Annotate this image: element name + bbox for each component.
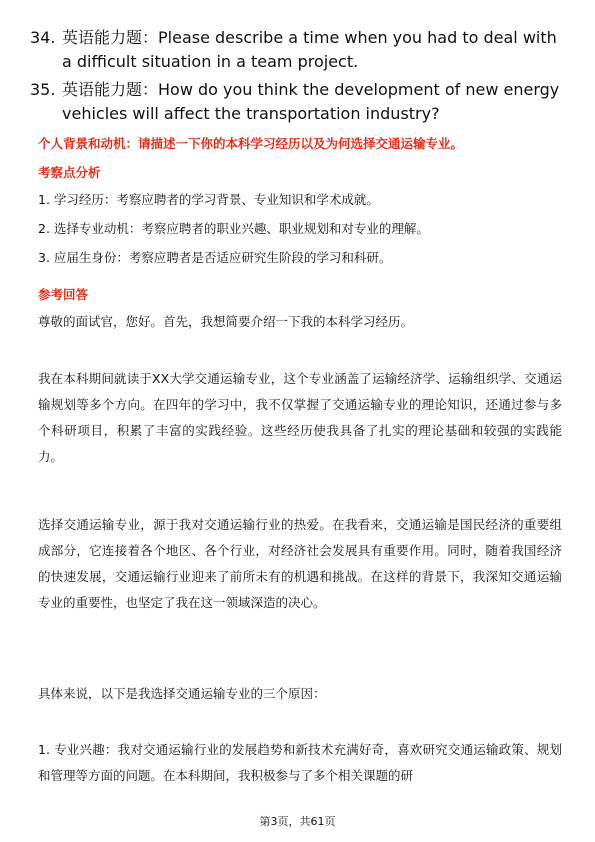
question-text: 英语能力题：How do you think the development of new energy vehicles will affect the transportation industry? — [62, 80, 560, 123]
question-heading: 个人背景和动机：请描述一下你的本科学习经历以及为何选择交通运输专业。 — [38, 136, 464, 151]
answer-paragraph: 选择交通运输专业，源于我对交通运输行业的热爱。在我看来，交通运输是国民经济的重要组成部分，它连接着各个地区、各个行业，对经济社会发展具有重要作用。同时，随着我国经济的快速发展，交通运输行业迎来了前所未有的机遇和挑战。在这样的背景下，我深知交通运输专业的重要性，也坚定了我在这一领域深造的决心。 — [38, 517, 562, 610]
analysis-item: 1. 学习经历：考察应聘者的学习背景、专业知识和学术成就。 — [38, 192, 379, 207]
question-34 — [30, 26, 565, 74]
question-number: 34. — [30, 28, 56, 47]
question-number: 35. — [30, 80, 56, 99]
answer-paragraph: 1. 专业兴趣：我对交通运输行业的发展趋势和新技术充满好奇，喜欢研究交通运输政策、规划和管理等方面的问题。在本科期间，我积极参与了多个相关课题的研 — [38, 742, 562, 783]
analysis-item: 2. 选择专业动机：考察应聘者的职业兴趣、职业规划和对专业的理解。 — [38, 221, 429, 236]
analysis-item: 3. 应届生身份：考察应聘者是否适应研究生阶段的学习和科研。 — [38, 250, 392, 265]
answer-paragraph: 我在本科期间就读于XX大学交通运输专业，这个专业涵盖了运输经济学、运输组织学、交通运输规划等多个方向。在四年的学习中，我不仅掌握了交通运输专业的理论知识，还通过参与多个科研项目，积累了丰富的实践经验。这些经历使我具备了扎实的理论基础和较强的实践能力。 — [38, 371, 562, 464]
analysis-title: 考察点分析 — [38, 165, 101, 180]
page-number: 第3页，共61页 — [259, 815, 336, 828]
answer-paragraph: 具体来说，以下是我选择交通运输专业的三个原因： — [38, 686, 326, 701]
question-35 — [30, 78, 565, 126]
question-text: 英语能力题：Please describe a time when you had to deal with a difficult situation in a team project. — [62, 28, 557, 71]
answer-title: 参考回答 — [38, 287, 89, 302]
answer-paragraph: 尊敬的面试官，您好。首先，我想简要介绍一下我的本科学习经历。 — [38, 314, 414, 329]
